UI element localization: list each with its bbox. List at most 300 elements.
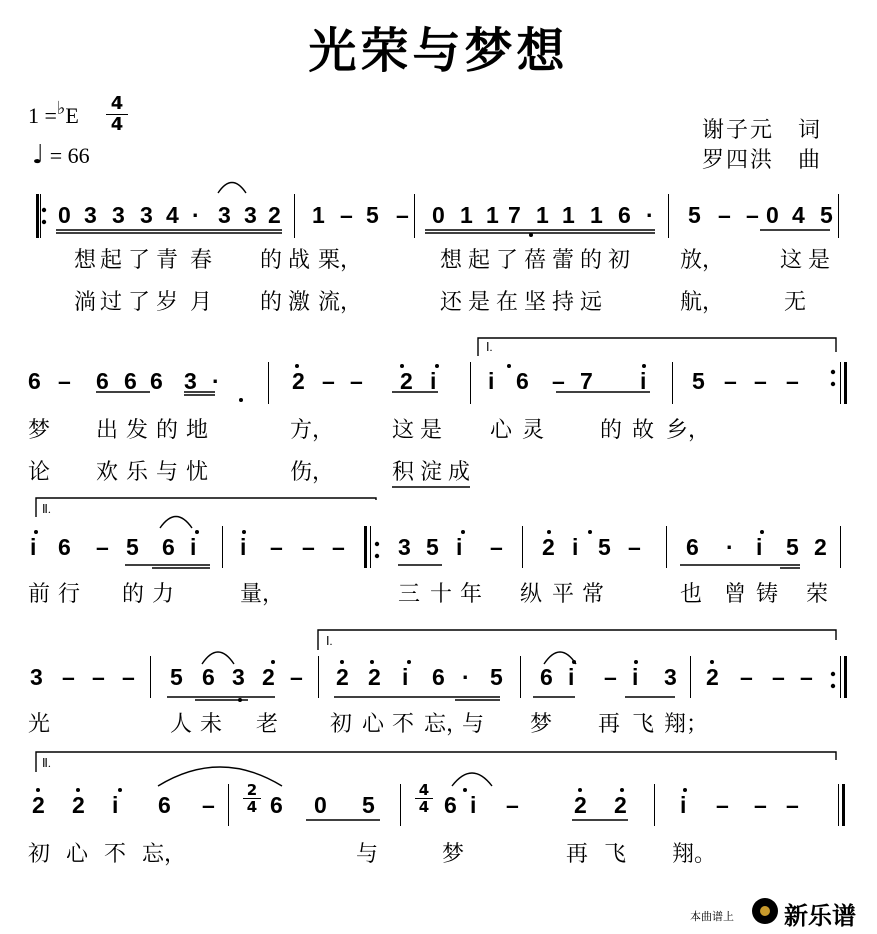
note: i (572, 534, 579, 560)
lyric-syllable: 的 (600, 418, 623, 443)
lyric-syllable: 心 (490, 418, 513, 443)
lyric-syllable: 梦 (530, 712, 553, 737)
repeat-dot (42, 208, 46, 212)
note: 3 (184, 368, 197, 394)
note: i (568, 664, 575, 690)
lyric-syllable: 春 (190, 248, 213, 273)
note: 1 (486, 202, 499, 228)
lyricist-credit: 谢子元 词 (702, 118, 823, 143)
lyric-syllable: 前 (28, 582, 51, 607)
lyric-syllable: 了 (496, 248, 519, 273)
lyric-syllable: 在 (496, 290, 519, 315)
volta-bracket-2 (36, 498, 376, 517)
time-change (243, 782, 261, 815)
lyric-syllable: 忧 (186, 460, 209, 485)
note: 2 (400, 368, 413, 394)
lyric-syllable: 是 (808, 248, 831, 273)
note: 5 (692, 368, 705, 394)
dash-extension: – (396, 202, 409, 228)
note: 5 (362, 792, 375, 818)
lyric-syllable: 想 (440, 248, 463, 273)
note: 2 (268, 202, 281, 228)
lyric-syllable: 的 (156, 418, 179, 443)
dash-extension: – (786, 368, 799, 394)
time-change-bottom: 4 (246, 798, 258, 816)
dash-extension: – (772, 664, 785, 690)
note: 5 (786, 534, 799, 560)
note: 7 (508, 202, 521, 228)
note: 0 (766, 202, 779, 228)
barline (370, 526, 371, 568)
note: 6 (158, 792, 171, 818)
underline (167, 697, 275, 700)
lyric-syllable: 初 (608, 248, 631, 273)
lyric-syllable: 的 (260, 248, 283, 273)
lyric-syllable: 心 (362, 712, 385, 737)
note: 2 (72, 792, 85, 818)
note: 6 (540, 664, 553, 690)
lyric-syllable: 不 (392, 712, 415, 737)
lyric-syllable: 人 (170, 712, 193, 737)
footer-caption: 本曲谱上 (690, 910, 734, 923)
octave-dot (118, 788, 122, 792)
lyric-syllable: 蕾 (552, 248, 575, 273)
dash-extension: – (628, 534, 641, 560)
barline (666, 526, 667, 568)
octave-dot (578, 788, 582, 792)
note: 2 (706, 664, 719, 690)
note: 0 (314, 792, 327, 818)
dash-extension: – (786, 792, 799, 818)
note: 0 (58, 202, 71, 228)
time-bottom: 4 (110, 114, 124, 135)
repeat-dot (831, 672, 835, 676)
note: 3 (664, 664, 677, 690)
note: i (756, 534, 763, 560)
octave-dot (620, 788, 624, 792)
note: i (402, 664, 409, 690)
dash-extension: – (332, 534, 345, 560)
dash-extension: – (322, 368, 335, 394)
brand-name: 新乐谱 (784, 902, 856, 930)
tie-arc (218, 183, 246, 194)
octave-dot (588, 530, 592, 534)
note: 0 (432, 202, 445, 228)
note: 5 (688, 202, 701, 228)
lyric-syllable: 乡， (666, 418, 711, 443)
octave-dot (683, 788, 687, 792)
octave-dot (461, 530, 465, 534)
lyric-syllable: 纵 (520, 582, 543, 607)
dotted-note-dot: · (212, 368, 220, 394)
volta-label: Ⅰ. (326, 634, 333, 648)
note: i (456, 534, 463, 560)
lyric-syllable: 发 (126, 418, 149, 443)
song-title: 光荣与梦想 (308, 23, 569, 79)
volta-bracket-1 (478, 338, 836, 356)
dash-extension: – (202, 792, 215, 818)
lyric-syllable: 荣 (806, 582, 829, 607)
barline (364, 526, 367, 568)
lyric-syllable: 青 (156, 248, 179, 273)
note: 1 (312, 202, 325, 228)
lyric-syllable: 初 (28, 842, 51, 867)
barline (840, 526, 841, 568)
underline (334, 697, 500, 700)
repeat-dot (375, 554, 379, 558)
note: 1 (562, 202, 575, 228)
note: 4 (792, 202, 805, 228)
note: 3 (84, 202, 97, 228)
barline (840, 656, 841, 698)
lyric-syllable: 想 (74, 248, 97, 273)
dash-extension: – (340, 202, 353, 228)
dash-extension: – (604, 664, 617, 690)
note: 5 (820, 202, 833, 228)
lyric-syllable: 起 (468, 248, 491, 273)
octave-dot (340, 660, 344, 664)
lyric-syllable: 十 (430, 582, 453, 607)
note: 6 (150, 368, 163, 394)
note: 7 (580, 368, 593, 394)
note: 3 (232, 664, 245, 690)
dash-extension: – (800, 664, 813, 690)
volta-label: Ⅱ. (42, 756, 51, 770)
barline (294, 194, 295, 238)
lyric-syllable: 淀 (420, 460, 443, 485)
note: i (430, 368, 437, 394)
octave-dot (463, 788, 467, 792)
note: 5 (426, 534, 439, 560)
lyric-syllable: 持 (552, 290, 575, 315)
note: 6 (124, 368, 137, 394)
repeat-dot (831, 382, 835, 386)
note: i (632, 664, 639, 690)
note: 2 (336, 664, 349, 690)
volta-bracket-2b (36, 752, 836, 772)
lyric-syllable: 飞 (604, 842, 627, 867)
barline (268, 362, 269, 404)
tie-arc (160, 517, 192, 529)
barline (40, 194, 41, 238)
note: 2 (614, 792, 627, 818)
note: 1 (536, 202, 549, 228)
lyric-syllable: 年 (460, 582, 483, 607)
lyric-syllable: 平 (552, 582, 575, 607)
octave-dot (34, 530, 38, 534)
note: 3 (398, 534, 411, 560)
note: 3 (112, 202, 125, 228)
tie-arc (158, 767, 282, 786)
lyric-syllable: 是 (468, 290, 491, 315)
repeat-dot (42, 220, 46, 224)
lyric-syllable: 光 (28, 712, 51, 737)
note: 6 (162, 534, 175, 560)
lyric-syllable: 乐 (126, 460, 149, 485)
lyric-syllable: 无 (784, 290, 807, 315)
note: i (30, 534, 37, 560)
note: 5 (126, 534, 139, 560)
octave-dot (760, 530, 764, 534)
underline (125, 565, 210, 568)
lyric-syllable: 论 (28, 460, 51, 485)
lyric-syllable: 了 (128, 290, 151, 315)
composer-credit: 罗四洪 曲 (702, 148, 823, 173)
note: 6 (618, 202, 631, 228)
dash-extension: – (270, 534, 283, 560)
dash-extension: – (96, 534, 109, 560)
note: 6 (270, 792, 283, 818)
note: 6 (96, 368, 109, 394)
tie-arc (202, 652, 234, 664)
note: 2 (814, 534, 827, 560)
barline (318, 656, 319, 698)
lyric-syllable: 梦 (28, 418, 51, 443)
barline (844, 362, 847, 404)
lyric-syllable: 飞 (632, 712, 655, 737)
lyric-syllable: 还 (440, 290, 463, 315)
note: 3 (140, 202, 153, 228)
note: 5 (598, 534, 611, 560)
repeat-dot (831, 684, 835, 688)
barline (520, 656, 521, 698)
lyric-syllable: 远 (580, 290, 603, 315)
lyric-syllable: 三 (398, 582, 421, 607)
dash-extension: – (122, 664, 135, 690)
barline (838, 784, 839, 826)
low-octave-dot (239, 398, 243, 402)
lyric-syllable: 放， (680, 248, 725, 273)
disc-logo-icon (752, 898, 778, 924)
lyric-syllable: 初 (330, 712, 353, 737)
barline (522, 526, 523, 568)
note: i (640, 368, 647, 394)
lyric-syllable: 激 (288, 290, 311, 315)
barline (654, 784, 655, 826)
time-change (415, 782, 433, 815)
lyric-syllable: 的 (260, 290, 283, 315)
note: i (680, 792, 687, 818)
note: 3 (218, 202, 231, 228)
barline (470, 362, 471, 404)
note: 5 (490, 664, 503, 690)
time-change-bottom: 4 (418, 798, 430, 816)
note: 3 (244, 202, 257, 228)
note: 6 (28, 368, 41, 394)
tempo-value: = 66 (49, 143, 90, 168)
lyric-syllable: 过 (100, 290, 123, 315)
barline (842, 784, 845, 826)
volta-label: Ⅰ. (486, 340, 493, 354)
barline (400, 784, 401, 826)
time-change-top: 2 (246, 781, 258, 799)
repeat-dot (831, 370, 835, 374)
note: i (240, 534, 247, 560)
octave-dot (435, 364, 439, 368)
flat-sign: ♭ (56, 98, 66, 118)
lyric-syllable: 与 (356, 842, 379, 867)
lyric-syllable: 战 (288, 248, 311, 273)
lyric-syllable: 与 (156, 460, 179, 485)
lyric-syllable: 流， (318, 290, 363, 315)
octave-dot (370, 660, 374, 664)
octave-dot (400, 364, 404, 368)
lyric-syllable: 灵 (522, 418, 545, 443)
lyric-syllable: 淌 (74, 290, 97, 315)
note: i (112, 792, 119, 818)
lyric-syllable: 岁 (156, 290, 179, 315)
dash-extension: – (740, 664, 753, 690)
dash-extension: – (490, 534, 503, 560)
dotted-note-dot: · (646, 202, 654, 228)
lyric-syllable: 积 (392, 460, 415, 485)
dotted-note-dot: · (192, 202, 200, 228)
lyric-syllable: 月 (190, 290, 213, 315)
dash-extension: – (350, 368, 363, 394)
lyric-syllable: 地 (186, 418, 209, 443)
note: 3 (30, 664, 43, 690)
note: 4 (166, 202, 179, 228)
dash-extension: – (724, 368, 737, 394)
dash-extension: – (506, 792, 519, 818)
octave-dot (271, 660, 275, 664)
note: 6 (444, 792, 457, 818)
dash-extension: – (718, 202, 731, 228)
lyric-syllable: 坚 (524, 290, 547, 315)
lyric-syllable: 故 (632, 418, 655, 443)
lyric-syllable: 翔。 (672, 842, 717, 867)
lyric-syllable: 再 (598, 712, 621, 737)
barline (222, 526, 223, 568)
key-note: E (65, 103, 79, 128)
barline (844, 656, 847, 698)
octave-dot (507, 364, 511, 368)
octave-dot (295, 364, 299, 368)
octave-dot (76, 788, 80, 792)
note: 6 (432, 664, 445, 690)
octave-dot (547, 530, 551, 534)
octave-dot (36, 788, 40, 792)
lyric-syllable: 这 (780, 248, 803, 273)
lyric-syllable: 曾 (724, 582, 747, 607)
note: i (470, 792, 477, 818)
barline (36, 194, 39, 238)
lyric-syllable: 翔； (664, 712, 709, 737)
lyric-syllable: 忘， (142, 842, 187, 867)
lyric-syllable: 成 (448, 460, 471, 485)
dash-extension: – (62, 664, 75, 690)
dash-extension: – (58, 368, 71, 394)
octave-dot (642, 364, 646, 368)
note: 5 (170, 664, 183, 690)
octave-dot (195, 530, 199, 534)
underline (425, 230, 655, 233)
lyric-syllable: 老 (256, 712, 279, 737)
note: 6 (58, 534, 71, 560)
lyric-syllable: 蓓 (524, 248, 547, 273)
lyric-syllable: 的 (122, 582, 145, 607)
lyric-syllable: 行 (58, 582, 81, 607)
dotted-note-dot: · (462, 664, 470, 690)
lyric-syllable: 与 (462, 712, 485, 737)
lyric-syllable: 不 (104, 842, 127, 867)
octave-dot (572, 660, 576, 664)
quarter-note-icon: ♩ (32, 140, 45, 170)
lyric-syllable: 起 (100, 248, 123, 273)
lyric-syllable: 是 (420, 418, 443, 443)
dash-extension: – (754, 792, 767, 818)
lyric-syllable: 这 (392, 418, 415, 443)
underline (184, 392, 215, 395)
low-octave-dot (238, 698, 242, 702)
underline (56, 230, 282, 233)
lyric-syllable: 未 (200, 712, 223, 737)
note: i (488, 368, 495, 394)
repeat-dot (375, 542, 379, 546)
tie-arc (544, 652, 576, 664)
dash-extension: – (290, 664, 303, 690)
note: 2 (542, 534, 555, 560)
note: 2 (368, 664, 381, 690)
lyric-syllable: 方， (290, 418, 335, 443)
volta-label: Ⅱ. (42, 502, 51, 516)
dotted-note-dot: · (726, 534, 734, 560)
time-top: 4 (110, 93, 124, 114)
barline (150, 656, 151, 698)
lyric-syllable: 忘， (424, 712, 469, 737)
tie-arc (452, 773, 492, 786)
lyric-syllable: 常 (582, 582, 605, 607)
time-change-top: 4 (418, 781, 430, 799)
barline (668, 194, 669, 238)
octave-dot (710, 660, 714, 664)
note: 6 (202, 664, 215, 690)
barline (672, 362, 673, 404)
barline (690, 656, 691, 698)
lyric-syllable: 欢 (96, 460, 119, 485)
lyric-syllable: 心 (66, 842, 89, 867)
note: i (190, 534, 197, 560)
low-octave-dot (529, 233, 533, 237)
note: 6 (686, 534, 699, 560)
dash-extension: – (302, 534, 315, 560)
note: 2 (262, 664, 275, 690)
octave-dot (634, 660, 638, 664)
key-prefix: 1 = (28, 103, 57, 128)
note: 6 (516, 368, 529, 394)
octave-dot (407, 660, 411, 664)
volta-bracket-1b (318, 630, 836, 650)
lyric-syllable: 出 (96, 418, 119, 443)
dash-extension: – (716, 792, 729, 818)
lyric-syllable: 航， (680, 290, 725, 315)
barline (838, 194, 839, 238)
dash-extension: – (92, 664, 105, 690)
lyric-syllable: 量， (240, 582, 285, 607)
barline (228, 784, 229, 826)
barline (840, 362, 841, 404)
note: 1 (460, 202, 473, 228)
barline (414, 194, 415, 238)
octave-dot (242, 530, 246, 534)
dash-extension: – (754, 368, 767, 394)
note: 2 (574, 792, 587, 818)
dash-extension: – (552, 368, 565, 394)
lyric-syllable: 的 (580, 248, 603, 273)
lyric-syllable: 栗， (318, 248, 363, 273)
dash-extension: – (746, 202, 759, 228)
lyric-syllable: 铸 (756, 582, 779, 607)
